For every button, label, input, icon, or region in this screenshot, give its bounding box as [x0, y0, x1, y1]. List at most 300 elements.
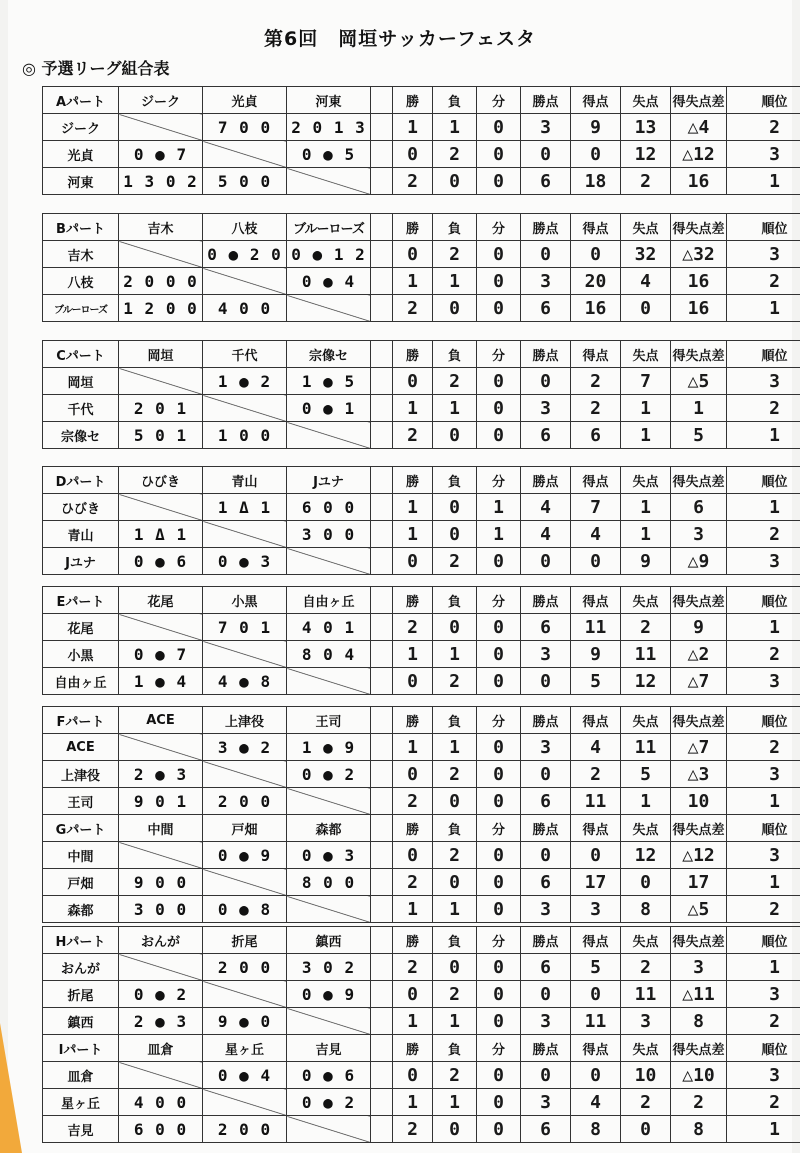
- part-name: Hパート: [43, 927, 119, 954]
- diagonal-empty-cell: [203, 141, 287, 168]
- row-team-name: 森都: [43, 896, 119, 923]
- table-row: [43, 1116, 800, 1143]
- header-rank: 順位: [727, 1035, 800, 1062]
- stat-losses: 1: [433, 268, 477, 295]
- spacer-cell: [371, 521, 393, 548]
- spacer-cell: [371, 869, 393, 896]
- stat-rank: 1: [727, 788, 800, 815]
- spacer-cell: [371, 268, 393, 295]
- page-title: 第6回 岡垣サッカーフェスタ: [264, 28, 536, 50]
- stat-draws: 0: [477, 788, 521, 815]
- stat-losses: 2: [433, 842, 477, 869]
- team-column-header: ブルーローズ: [287, 214, 371, 241]
- header-goals-for: 得点: [571, 815, 621, 842]
- diagonal-empty-cell: [119, 494, 203, 521]
- stat-losses: 2: [433, 761, 477, 788]
- stat-goals-for: 6: [571, 422, 621, 449]
- match-result: 0 ● 5: [287, 141, 371, 168]
- match-result: 2 0 1 3: [287, 114, 371, 141]
- stat-goals-against: 11: [621, 981, 671, 1008]
- match-result: 2 0 0: [203, 954, 287, 981]
- match-result: 2 ● 3: [119, 761, 203, 788]
- league-table-part-7: [42, 814, 800, 923]
- table-row: [43, 896, 800, 923]
- row-team-name: 河東: [43, 168, 119, 195]
- header-points: 勝点: [521, 467, 571, 494]
- header-goals-for: 得点: [571, 214, 621, 241]
- table-row: [43, 641, 800, 668]
- stat-wins: 2: [393, 422, 433, 449]
- stat-rank: 2: [727, 521, 800, 548]
- header-rank: 順位: [727, 587, 800, 614]
- table-header-row: [43, 927, 800, 954]
- league-table-part-2: [42, 213, 800, 322]
- team-column-header: 戸畑: [203, 815, 287, 842]
- table-row: [43, 1008, 800, 1035]
- match-result: 0 ● 2: [287, 761, 371, 788]
- stat-draws: 0: [477, 548, 521, 575]
- stat-goals-against: 12: [621, 668, 671, 695]
- stat-points: 0: [521, 368, 571, 395]
- match-result: 1 3 0 2: [119, 168, 203, 195]
- match-result: 1 ● 5: [287, 368, 371, 395]
- row-team-name: おんが: [43, 954, 119, 981]
- stat-goals-against: 1: [621, 521, 671, 548]
- stat-points: 0: [521, 241, 571, 268]
- stat-goals-against: 2: [621, 614, 671, 641]
- match-result: 5 0 0: [203, 168, 287, 195]
- match-result: 1 ● 4: [119, 668, 203, 695]
- spacer-cell: [371, 295, 393, 322]
- spacer-cell: [371, 842, 393, 869]
- spacer-cell: [371, 761, 393, 788]
- match-result: 0 ● 9: [203, 842, 287, 869]
- stat-wins: 0: [393, 548, 433, 575]
- table-header-row: [43, 341, 800, 368]
- part-name: Bパート: [43, 214, 119, 241]
- table-row: [43, 241, 800, 268]
- header-points: 勝点: [521, 707, 571, 734]
- header-rank: 順位: [727, 341, 800, 368]
- header-goal-diff: 得失点差: [671, 587, 727, 614]
- match-result: 0 ● 3: [287, 842, 371, 869]
- team-column-header: 光貞: [203, 87, 287, 114]
- header-wins: 勝: [393, 467, 433, 494]
- table-row: [43, 494, 800, 521]
- stat-goals-against: 12: [621, 842, 671, 869]
- stat-goal-diff: △5: [671, 368, 727, 395]
- match-result: 8 0 0: [287, 869, 371, 896]
- stat-points: 3: [521, 641, 571, 668]
- match-result: 2 0 0: [203, 1116, 287, 1143]
- diagonal-empty-cell: [287, 422, 371, 449]
- stat-rank: 1: [727, 494, 800, 521]
- match-result: 9 ● 0: [203, 1008, 287, 1035]
- header-draws: 分: [477, 214, 521, 241]
- stat-goals-against: 13: [621, 114, 671, 141]
- stat-points: 6: [521, 788, 571, 815]
- match-result: 2 0 1: [119, 395, 203, 422]
- diagonal-empty-cell: [203, 395, 287, 422]
- table-row: [43, 668, 800, 695]
- stat-losses: 0: [433, 168, 477, 195]
- team-column-header: 八枝: [203, 214, 287, 241]
- table-row: [43, 395, 800, 422]
- diagonal-empty-cell: [119, 842, 203, 869]
- stat-wins: 1: [393, 641, 433, 668]
- stat-draws: 0: [477, 896, 521, 923]
- stat-rank: 2: [727, 641, 800, 668]
- diagonal-empty-cell: [287, 896, 371, 923]
- stat-rank: 3: [727, 548, 800, 575]
- table-row: [43, 954, 800, 981]
- header-goals-for: 得点: [571, 587, 621, 614]
- header-losses: 負: [433, 927, 477, 954]
- header-points: 勝点: [521, 587, 571, 614]
- stat-wins: 2: [393, 788, 433, 815]
- table-header-row: [43, 815, 800, 842]
- diagonal-empty-cell: [119, 954, 203, 981]
- header-goals-against: 失点: [621, 467, 671, 494]
- stat-wins: 1: [393, 734, 433, 761]
- stat-draws: 1: [477, 494, 521, 521]
- match-result: 1 2 0 0: [119, 295, 203, 322]
- stat-rank: 1: [727, 614, 800, 641]
- match-result: 0 ● 8: [203, 896, 287, 923]
- row-team-name: 皿倉: [43, 1062, 119, 1089]
- stat-losses: 2: [433, 141, 477, 168]
- stat-wins: 1: [393, 494, 433, 521]
- spacer-cell: [371, 494, 393, 521]
- stat-rank: 2: [727, 395, 800, 422]
- diagonal-empty-cell: [203, 1089, 287, 1116]
- stat-goal-diff: 16: [671, 268, 727, 295]
- spacer-cell: [371, 241, 393, 268]
- row-team-name: ひびき: [43, 494, 119, 521]
- match-result: 5 0 1: [119, 422, 203, 449]
- stat-goals-for: 7: [571, 494, 621, 521]
- diagonal-empty-cell: [203, 641, 287, 668]
- match-result: 6 0 0: [119, 1116, 203, 1143]
- stat-goal-diff: 2: [671, 1089, 727, 1116]
- match-result: 6 0 0: [287, 494, 371, 521]
- header-goals-against: 失点: [621, 214, 671, 241]
- row-team-name: 光貞: [43, 141, 119, 168]
- stat-draws: 0: [477, 981, 521, 1008]
- diagonal-empty-cell: [287, 295, 371, 322]
- header-losses: 負: [433, 467, 477, 494]
- table-row: [43, 1089, 800, 1116]
- match-result: 2 0 0: [203, 788, 287, 815]
- match-result: 0 ● 6: [119, 548, 203, 575]
- stat-losses: 2: [433, 668, 477, 695]
- stat-points: 6: [521, 954, 571, 981]
- diagonal-empty-cell: [203, 761, 287, 788]
- stat-goals-for: 2: [571, 395, 621, 422]
- match-result: 0 ● 2: [119, 981, 203, 1008]
- header-losses: 負: [433, 87, 477, 114]
- stat-goals-against: 7: [621, 368, 671, 395]
- stat-goals-against: 10: [621, 1062, 671, 1089]
- table-header-row: [43, 587, 800, 614]
- stat-points: 0: [521, 548, 571, 575]
- stat-goals-for: 8: [571, 1116, 621, 1143]
- header-losses: 負: [433, 214, 477, 241]
- stat-goals-for: 3: [571, 896, 621, 923]
- spacer-cell: [371, 954, 393, 981]
- stat-goals-for: 0: [571, 141, 621, 168]
- stat-goal-diff: 1: [671, 395, 727, 422]
- stat-wins: 0: [393, 368, 433, 395]
- stat-goals-for: 11: [571, 788, 621, 815]
- stat-goal-diff: 8: [671, 1008, 727, 1035]
- row-team-name: 王司: [43, 788, 119, 815]
- stat-rank: 1: [727, 168, 800, 195]
- header-goal-diff: 得失点差: [671, 87, 727, 114]
- table-row: [43, 114, 800, 141]
- row-team-name: 星ヶ丘: [43, 1089, 119, 1116]
- league-table-part-9: [42, 1034, 800, 1143]
- spacer-cell: [371, 141, 393, 168]
- spacer-cell: [371, 1089, 393, 1116]
- stat-goals-for: 0: [571, 548, 621, 575]
- header-losses: 負: [433, 707, 477, 734]
- diagonal-empty-cell: [119, 241, 203, 268]
- table-row: [43, 548, 800, 575]
- stat-goals-for: 4: [571, 1089, 621, 1116]
- team-column-header: 千代: [203, 341, 287, 368]
- stat-goals-for: 11: [571, 614, 621, 641]
- part-name: Aパート: [43, 87, 119, 114]
- stat-goal-diff: △4: [671, 114, 727, 141]
- stat-draws: 0: [477, 1008, 521, 1035]
- header-goal-diff: 得失点差: [671, 815, 727, 842]
- stat-goals-against: 0: [621, 869, 671, 896]
- spacer-cell: [371, 815, 393, 842]
- team-column-header: 宗像セ: [287, 341, 371, 368]
- team-column-header: 小黒: [203, 587, 287, 614]
- header-points: 勝点: [521, 815, 571, 842]
- stat-wins: 1: [393, 114, 433, 141]
- part-name: Cパート: [43, 341, 119, 368]
- table-row: [43, 614, 800, 641]
- stat-draws: 0: [477, 842, 521, 869]
- stat-losses: 0: [433, 422, 477, 449]
- header-losses: 負: [433, 341, 477, 368]
- table-header-row: [43, 707, 800, 734]
- stat-draws: 0: [477, 295, 521, 322]
- header-points: 勝点: [521, 214, 571, 241]
- stat-goal-diff: △32: [671, 241, 727, 268]
- header-wins: 勝: [393, 87, 433, 114]
- spacer-cell: [371, 896, 393, 923]
- spacer-cell: [371, 214, 393, 241]
- stat-draws: 0: [477, 641, 521, 668]
- stat-losses: 2: [433, 241, 477, 268]
- match-result: 7 0 1: [203, 614, 287, 641]
- stat-goal-diff: △7: [671, 734, 727, 761]
- header-points: 勝点: [521, 87, 571, 114]
- team-column-header: 吉木: [119, 214, 203, 241]
- diagonal-empty-cell: [119, 734, 203, 761]
- header-draws: 分: [477, 467, 521, 494]
- stat-rank: 3: [727, 761, 800, 788]
- header-goals-against: 失点: [621, 1035, 671, 1062]
- row-team-name: 上津役: [43, 761, 119, 788]
- stat-goals-for: 4: [571, 734, 621, 761]
- stat-losses: 1: [433, 734, 477, 761]
- part-name: Iパート: [43, 1035, 119, 1062]
- team-column-header: 折尾: [203, 927, 287, 954]
- diagonal-empty-cell: [119, 1062, 203, 1089]
- stat-points: 0: [521, 981, 571, 1008]
- spacer-cell: [371, 981, 393, 1008]
- match-result: 4 ● 8: [203, 668, 287, 695]
- header-goals-against: 失点: [621, 927, 671, 954]
- match-result: 1 Δ 1: [203, 494, 287, 521]
- stat-draws: 0: [477, 1089, 521, 1116]
- part-name: Fパート: [43, 707, 119, 734]
- stat-goal-diff: 17: [671, 869, 727, 896]
- match-result: 0 ● 2: [287, 1089, 371, 1116]
- match-result: 3 ● 2: [203, 734, 287, 761]
- stat-goal-diff: △10: [671, 1062, 727, 1089]
- league-table-part-1: [42, 86, 800, 195]
- stat-goal-diff: 3: [671, 954, 727, 981]
- spacer-cell: [371, 1008, 393, 1035]
- header-rank: 順位: [727, 927, 800, 954]
- spacer-cell: [371, 548, 393, 575]
- match-result: 0 ● 1: [287, 395, 371, 422]
- header-goals-for: 得点: [571, 87, 621, 114]
- stat-losses: 1: [433, 114, 477, 141]
- stat-wins: 2: [393, 614, 433, 641]
- diagonal-empty-cell: [119, 368, 203, 395]
- team-column-header: ジーク: [119, 87, 203, 114]
- stat-goal-diff: △2: [671, 641, 727, 668]
- match-result: 0 ● 1 2: [287, 241, 371, 268]
- header-goals-against: 失点: [621, 87, 671, 114]
- stat-points: 6: [521, 1116, 571, 1143]
- stat-points: 3: [521, 734, 571, 761]
- header-goals-against: 失点: [621, 341, 671, 368]
- match-result: 0 ● 7: [119, 641, 203, 668]
- table-header-row: [43, 87, 800, 114]
- header-goals-against: 失点: [621, 815, 671, 842]
- stat-goals-against: 11: [621, 734, 671, 761]
- stat-goals-against: 1: [621, 788, 671, 815]
- match-result: 7 0 0: [203, 114, 287, 141]
- stat-goals-for: 9: [571, 641, 621, 668]
- row-team-name: 自由ヶ丘: [43, 668, 119, 695]
- spacer-cell: [371, 395, 393, 422]
- spacer-cell: [371, 641, 393, 668]
- header-goals-for: 得点: [571, 341, 621, 368]
- row-team-name: 中間: [43, 842, 119, 869]
- header-rank: 順位: [727, 707, 800, 734]
- header-points: 勝点: [521, 1035, 571, 1062]
- stat-draws: 0: [477, 614, 521, 641]
- table-row: [43, 788, 800, 815]
- stat-losses: 0: [433, 869, 477, 896]
- stat-wins: 0: [393, 241, 433, 268]
- stat-goals-for: 16: [571, 295, 621, 322]
- stat-goals-for: 11: [571, 1008, 621, 1035]
- team-column-header: 鎮西: [287, 927, 371, 954]
- stat-goal-diff: △11: [671, 981, 727, 1008]
- table-row: [43, 268, 800, 295]
- header-draws: 分: [477, 587, 521, 614]
- stat-draws: 0: [477, 761, 521, 788]
- stat-goals-against: 11: [621, 641, 671, 668]
- stat-wins: 1: [393, 395, 433, 422]
- stat-rank: 2: [727, 1008, 800, 1035]
- spacer-cell: [371, 87, 393, 114]
- header-rank: 順位: [727, 214, 800, 241]
- section-title: ◎ 予選リーグ組合表: [22, 59, 170, 78]
- stat-rank: 3: [727, 368, 800, 395]
- stat-goal-diff: 16: [671, 168, 727, 195]
- stat-rank: 1: [727, 295, 800, 322]
- spacer-cell: [371, 1116, 393, 1143]
- team-column-header: おんが: [119, 927, 203, 954]
- stat-wins: 0: [393, 1062, 433, 1089]
- stat-wins: 1: [393, 896, 433, 923]
- stat-points: 0: [521, 141, 571, 168]
- stat-goals-for: 2: [571, 761, 621, 788]
- stat-goals-for: 9: [571, 114, 621, 141]
- header-losses: 負: [433, 815, 477, 842]
- stat-points: 6: [521, 422, 571, 449]
- stat-wins: 2: [393, 295, 433, 322]
- stat-goals-for: 5: [571, 954, 621, 981]
- stat-goals-against: 12: [621, 141, 671, 168]
- header-goals-for: 得点: [571, 1035, 621, 1062]
- stat-goal-diff: 9: [671, 614, 727, 641]
- spacer-cell: [371, 788, 393, 815]
- stat-goals-for: 2: [571, 368, 621, 395]
- spacer-cell: [371, 734, 393, 761]
- league-table-part-6: [42, 706, 800, 815]
- stat-draws: 0: [477, 241, 521, 268]
- stat-rank: 2: [727, 1089, 800, 1116]
- row-team-name: 八枝: [43, 268, 119, 295]
- stat-draws: 0: [477, 734, 521, 761]
- league-table-part-8: [42, 926, 800, 1035]
- team-column-header: ひびき: [119, 467, 203, 494]
- stat-losses: 2: [433, 368, 477, 395]
- stat-wins: 0: [393, 842, 433, 869]
- part-name: Dパート: [43, 467, 119, 494]
- stat-losses: 2: [433, 548, 477, 575]
- stat-rank: 3: [727, 842, 800, 869]
- stat-points: 0: [521, 1062, 571, 1089]
- header-wins: 勝: [393, 707, 433, 734]
- header-goal-diff: 得失点差: [671, 927, 727, 954]
- header-draws: 分: [477, 927, 521, 954]
- stat-draws: 0: [477, 168, 521, 195]
- team-column-header: 自由ヶ丘: [287, 587, 371, 614]
- header-losses: 負: [433, 1035, 477, 1062]
- stat-wins: 1: [393, 268, 433, 295]
- team-column-header: 吉見: [287, 1035, 371, 1062]
- match-result: 9 0 1: [119, 788, 203, 815]
- row-team-name: Jユナ: [43, 548, 119, 575]
- stat-goal-diff: 3: [671, 521, 727, 548]
- table-row: [43, 141, 800, 168]
- header-draws: 分: [477, 341, 521, 368]
- stat-goal-diff: △7: [671, 668, 727, 695]
